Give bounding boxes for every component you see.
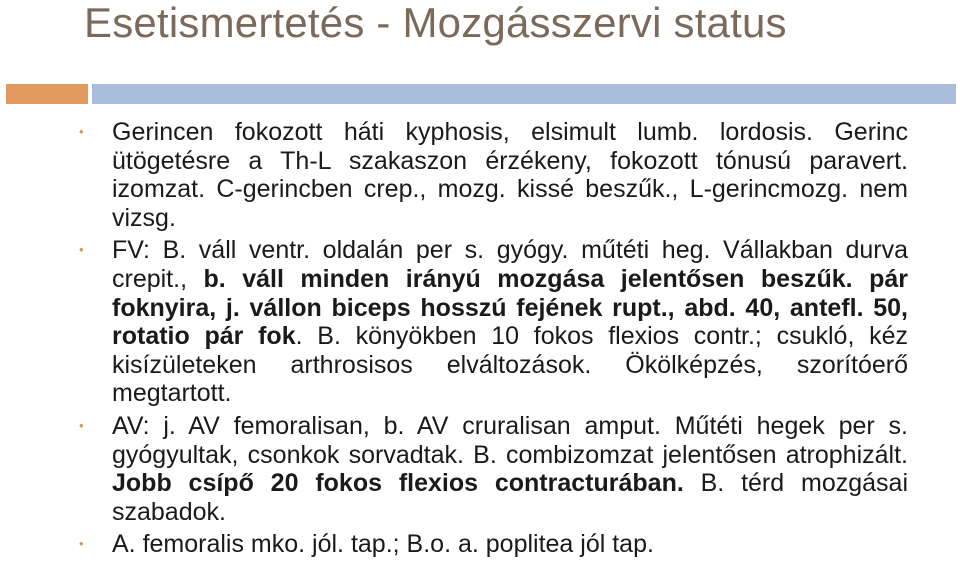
- bullet-dot-icon: •: [79, 417, 84, 433]
- bullet-text: Gerincen fokozott háti kyphosis, elsimult lumb. lordosis. Gerinc ütögetésre a Th-L szakaszon érzékeny, fokozott tónusú paravert. izomzat. C-gerincben crep., mozg. kissé beszűk., L-gerincmozg. nem vizsg.: [112, 118, 908, 232]
- bullet-text-bold: Jobb csípő 20 fokos flexios contracturában.: [112, 469, 684, 498]
- accent-blue-band: [92, 84, 956, 104]
- bullet-item-lower-limb: [79, 411, 908, 526]
- bullet-dot-icon: •: [79, 124, 84, 139]
- bullet-text: A. femoralis mko. jól. tap.; B.o. a. poplitea jól tap.: [112, 530, 654, 559]
- bullet-dot-icon: •: [79, 242, 84, 258]
- slide-title: Esetismertetés - Mozgásszervi status: [84, 0, 787, 46]
- bullet-item-upper-limb: [79, 236, 909, 408]
- bullet-list: [79, 118, 909, 563]
- accent-orange-block: [6, 84, 88, 104]
- bullet-text: AV: j. AV femoralisan, b. AV cruralisan amput. Műtéti hegek per s. gyógyultak, csonkok sorvadtak. B. combizomzat jelentősen atrophizált.: [112, 411, 908, 469]
- bullet-text: . B. könyökben 10 fokos flexios contr.; csukló, kéz kisízületeken arthrosisos elváltozások. Ökölképzés, szorítóerő megtartott.: [112, 322, 909, 408]
- bullet-item-spine: [79, 118, 908, 232]
- bullet-text: FV: B. váll ventr. oldalán per s. gyógy. műtéti heg. Vállakban durva crepit.,: [112, 236, 908, 293]
- bullet-text: B. térd mozgásai szabadok.: [112, 469, 908, 526]
- bullet-text-bold: b. váll minden irányú mozgása jelentősen beszűk. pár foknyira, j. vállon biceps hosszú fejének rupt., abd. 40, antefl. 50, rotatio pár fok: [112, 264, 908, 351]
- bullet-dot-icon: •: [79, 536, 84, 552]
- title-accent-bar: [6, 84, 956, 104]
- bullet-item-pulses: [79, 530, 908, 559]
